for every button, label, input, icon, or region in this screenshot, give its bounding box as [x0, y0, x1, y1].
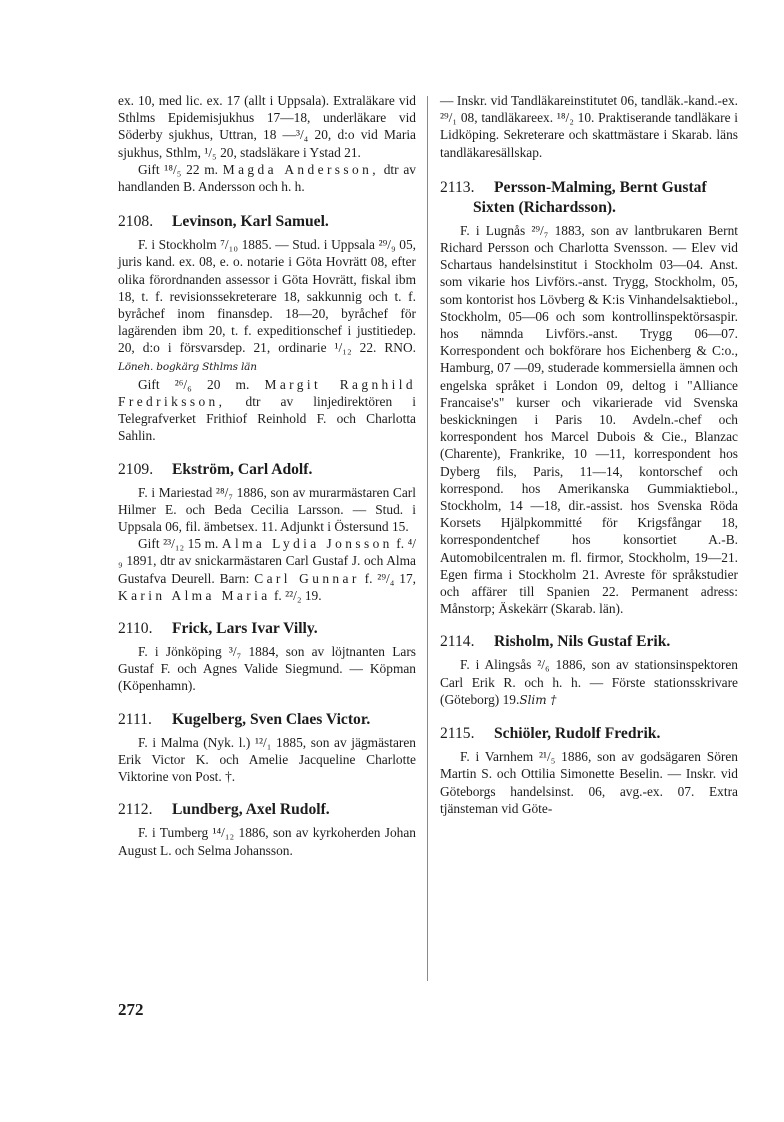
column-divider — [427, 96, 428, 981]
marriage-date: Gift ²³/₁₂ 15 m. — [138, 536, 219, 552]
entry-heading — [118, 212, 416, 232]
handwritten-note: Löneh. bogkärg Sthlms län — [118, 360, 257, 373]
entry-text: ex. 10, med lic. ex. 17 (allt i Uppsala). Extraläkare vid Sthlms Epidemisjukhus 17—18, underläkare vid Söderby sjukhus, Uttran, 18 —³/₄ 20, d:o vid Maria sjukhus, Sthlm, ¹/₅ 20, stadsläkare i Ystad 21. — [118, 93, 416, 160]
entry-heading — [118, 619, 416, 639]
page-number: 272 — [118, 1000, 144, 1019]
entry-number: 2110. — [118, 620, 153, 638]
marriage-text — [118, 535, 416, 604]
entry-heading — [440, 724, 738, 744]
entry-name: Ekström, Carl Adolf. — [172, 460, 313, 478]
entry-name: Risholm, Nils Gustaf Erik. — [494, 633, 671, 651]
child-name: Carl Gunnar — [254, 570, 360, 586]
child-birth: f. ²⁹/₄ 17, — [364, 570, 416, 586]
entry-2114 — [440, 632, 738, 709]
entry-number: 2111. — [118, 710, 152, 728]
entry-heading — [440, 632, 738, 652]
entry-text — [440, 656, 738, 709]
entry-text — [118, 236, 416, 376]
entry-2112 — [118, 800, 416, 858]
entry-text: F. i Tumberg ¹⁴/₁₂ 1886, son av kyrkoherden Johan August L. och Selma Johansson. — [118, 825, 416, 858]
entry-number: 2108. — [118, 213, 154, 231]
handwritten-note: Slim † — [519, 692, 557, 707]
spouse-details: dtr av linjedirektören i Telegrafverket Frithiof Reinhold F. och Charlotta Sahlin. — [118, 394, 416, 444]
entry-name: Schiöler, Rudolf Fredrik. — [494, 725, 661, 743]
entry-continuation-right — [440, 92, 738, 161]
marriage-text — [118, 161, 416, 195]
entry-text: — Inskr. vid Tandläkareinstitutet 06, tandläk.-kand.-ex. ²⁹/₁ 08, tandläkareex. ¹⁸/₂ 10. Praktiserande tandläkare i Lidköping. Sekreterare och skattmästare i Skarab. läns tandläkaresällskap. — [440, 93, 738, 160]
entry-2111 — [118, 710, 416, 786]
entry-name: Levinson, Karl Samuel. — [172, 213, 329, 231]
spouse-details: dtr av handlanden B. Andersson och h. h. — [118, 161, 416, 195]
entry-bio: F. i Stockholm ⁷/₁₀ 1885. — Stud. i Uppsala ²⁹/₉ 05, juris kand. ex. 08, e. o. notarie i Göta Hovrätt 08, efter olika förordnanden assessor i Göta Hovrätt, fiskal ibm 18, t. f. revisionssekreterare 18, sakkunnig och t. f. byråchef inom finansdep. 18—20, byråchef för lagärenden ibm 20, t. f. expeditionschef i justitiedep. 20, d:o i försvarsdep. 21, ordinarie ¹/₁₂ 22. RNO. — [118, 237, 416, 356]
spouse-name: Alma Lydia Jonsson — [221, 536, 393, 552]
entry-number: 2115. — [440, 725, 475, 743]
left-column — [118, 92, 416, 859]
entry-heading — [118, 800, 416, 820]
entry-number: 2109. — [118, 460, 154, 478]
marriage-date: Gift ¹⁸/₅ 22 m. — [138, 161, 219, 177]
entry-number: 2114. — [440, 633, 475, 651]
entry-2110 — [118, 619, 416, 695]
entry-text: F. i Lugnås ²⁹/₇ 1883, son av lantbrukaren Bernt Richard Persson och Charlotta Svensson. — Elev vid Schartaus handelsinstitut i Stockholm 03—04. Anst. som vikarie hos Livförs.-anst. Trygg, Stockholm, 05, som kontorist hos Lövberg & K:is Vinhandelsaktiebol., Stockholm, 05—06 och som kontrollinspektörsaspir. hos nämnda Livförs.-anst. Trygg 06—07. Korrespondent och bokförare hos Eichenberg & C:o., Hamburg, 07 —09, studerade kommersiella ämnen och engelska språket i London 09, deltog i "Alliance Francaise's" kurser och vikarierade vid Svenska beskickningen i Paris 10. Avdeln.-chef och korrespondent hos Marcel Dubois & Cie., Blanzac (Charente), Frankrike, 10 —11, korrespondent hos Dyberg fils, Paris, 11—14, kontorschef och korrespond. hos Amerikanska Gummiaktiebol., Stockholm, 14 —18, dir.-assist. hos Svenska Röda Korsets Hjälpkommitté för Krigsfångar 18, korrespondentchef hos konsortiet A.-B. Automobilcentralen m. fl. firmor, Stockholm, 19—21. Egen firma i Stockholm 21. Avreste för språkstudier och affärer till Spanien 22. Permanent adress: Månstorp; Äskekärr (Skarab. län). — [440, 222, 738, 617]
spouse-name: Margit Ragnhild Fredriksson, — [118, 376, 416, 410]
entry-name: Kugelberg, Sven Claes Victor. — [172, 710, 371, 728]
entry-2108 — [118, 212, 416, 444]
right-column — [440, 92, 738, 817]
entry-name: Persson-Malming, Bernt Gustaf Sixten (Richardsson). — [473, 178, 707, 216]
entry-heading — [118, 460, 416, 480]
marriage-date: Gift ²⁶/₆ 20 m. — [138, 376, 250, 392]
entry-text: F. i Jönköping ³/₇ 1884, son av löjtnanten Lars Gustaf F. och Agnes Valide Siegmund. — Köpman (Köpenhamn). — [118, 644, 416, 694]
spouse-name: Magda Andersson, — [222, 161, 379, 177]
entry-number: 2113. — [440, 178, 475, 196]
entry-number: 2112. — [118, 801, 153, 819]
entry-name: Frick, Lars Ivar Villy. — [172, 620, 318, 638]
entry-continuation-left — [118, 92, 416, 195]
marriage-text — [118, 376, 416, 445]
entry-name: Lundberg, Axel Rudolf. — [172, 801, 330, 819]
child-name: Karin Alma Maria — [118, 587, 271, 603]
spouse-details: f. ⁴/₉ 1891, dtr av snickarmästaren Carl Gustaf J. och Alma Gustafva Deurell. Barn: — [118, 536, 416, 586]
entry-text: F. i Malma (Nyk. l.) ¹²/₁ 1885, son av jägmästaren Erik Victor K. och Amelie Jacqueline Charlotte Viktorine von Post. †. — [118, 734, 416, 785]
entry-heading — [440, 178, 738, 218]
entry-2113 — [440, 178, 738, 618]
entry-2109 — [118, 460, 416, 604]
entry-2115 — [440, 724, 738, 817]
child-birth: f. ²²/₂ 19. — [273, 587, 322, 603]
entry-text: F. i Varnhem ²¹/₅ 1886, son av godsägaren Sören Martin S. och Ottilia Simonette Beselin. — Inskr. vid Göteborgs handelsinst. 06, avg.-ex. 07. Extra tjänsteman vid Göte- — [440, 749, 738, 816]
entry-bio: F. i Alingsås ²/₆ 1886, son av stationsinspektoren Carl Erik R. och h. h. — Förste stationsskrivare (Göteborg) 19. — [440, 657, 738, 707]
entry-heading — [118, 710, 416, 730]
entry-text: F. i Mariestad ²⁸/₇ 1886, son av murarmästaren Carl Hilmer E. och Beda Cecilia Larsson. — Stud. i Uppsala 06, fil. ämbetsex. 11. Adjunkt i Östersund 15. — [118, 484, 416, 535]
